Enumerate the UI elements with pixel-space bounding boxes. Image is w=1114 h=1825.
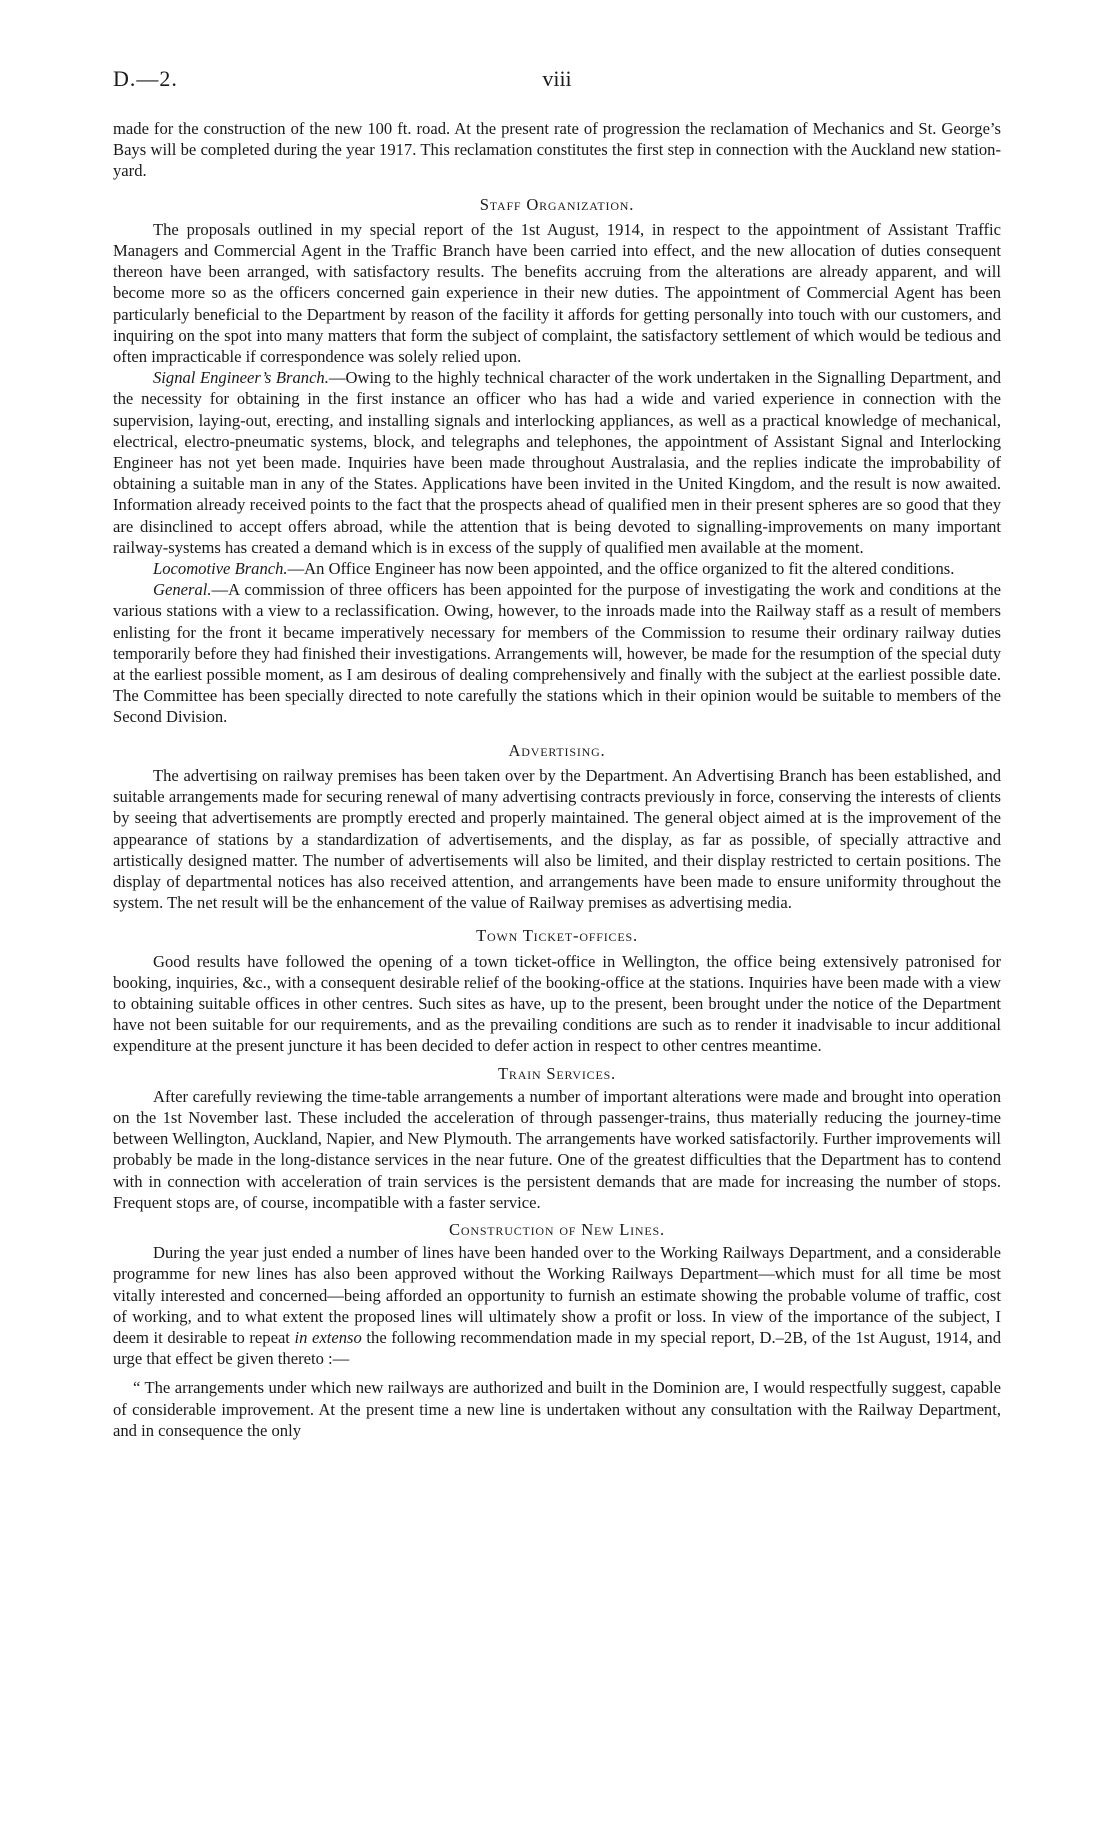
general-title: General. xyxy=(153,580,212,600)
construction-new-lines-heading: Construction of New Lines. xyxy=(449,1219,665,1239)
general-paragraph xyxy=(113,579,1001,727)
in-extenso-italic: in extenso xyxy=(294,1327,362,1347)
new-lines-text-after: the following recommendation made in my special report, D.–2B, of the 1st August, 1914, and urge that effect be given thereto :— xyxy=(113,1327,1001,1369)
intro-paragraph: made for the construction of the new 100 ft. road. At the present rate of progression the reclamation of Mechanics and St. George’s Bays will be completed during the year 1917. This reclamation constitutes the first step in connection with the Auckland new station-yard. xyxy=(113,119,1001,181)
locomotive-title: Locomotive Branch. xyxy=(153,559,288,579)
ticket-offices-paragraph: Good results have followed the opening of a town ticket-office in Wellington, the office being extensively patronised for booking, inquiries, &c., with a consequent desirable relief of the booking-office at the stations. Inquiries have been made with a view to obtaining suitable offices in other centres. Such sites as have, up to the present, been brought under the notice of the Department have not been suitable for our requirements, and as the prevailing conditions are such as to render it inadvisable to incur additional expenditure at the present juncture it has been decided to defer action in respect to other centres meantime. xyxy=(113,951,1001,1056)
new-lines-paragraph xyxy=(113,1242,1001,1369)
document-body xyxy=(113,118,1001,1441)
staff-paragraph: The proposals outlined in my special report of the 1st August, 1914, in respect to the appointment of Assistant Traffic Managers and Commercial Agent in the Traffic Branch have been carried into effect, and the new allocation of duties consequent thereon have been arranged, with satisfactory results. The benefits accruing from the alterations are already apparent, and will become more so as the officers concerned gain experience in their new duties. The appointment of Commercial Agent has been particularly beneficial to the Department by reason of the facility it affords for getting personally into touch with our customers, and inquiring on the spot into many matters that form the subject of complaint, the satisfactory settlement of which would be tedious and often impracticable if correspondence was solely relied upon. xyxy=(113,219,1001,367)
advertising-heading: Advertising. xyxy=(508,740,606,760)
general-text: —A commission of three officers has been appointed for the purpose of investigating the work and conditions at the various stations with a view to a reclassification. Owing, however, to the inroads made into the Railway staff as a result of members enlisting for the front it became imperatively necessary for members of the Commission to resume their ordinary railway duties temporarily before they had finished their investigations. Arrangements will, however, be made for the resumption of the special duty at the earliest possible moment, as I am desirous of dealing comprehensively and finally with the subject at the earliest possible date. The Committee has been specially directed to note carefully the stations which in their opinion would be suitable to members of the Second Division. xyxy=(113,580,1001,727)
signal-engineer-text: —Owing to the highly technical character of the work undertaken in the Signalling Department, and the necessity for obtaining in the first instance an officer who has had a wide and varied experience in connection with the supervision, laying-out, erecting, and installing signals and interlocking appliances, as well as a practical knowledge of mechanical, electrical, electro-pneumatic systems, block, and telegraphs and telephones, the appointment of Assistant Signal and Interlocking Engineer has not yet been made. Inquiries have been made throughout Australasia, and the replies indicate the improbability of obtaining a suitable man in any of the States. Applications have been invited in the United Kingdom, and the result is now awaited. Information already received points to the fact that the prospects ahead of qualified men in their present spheres are so good that they are disinclined to accept offers abroad, while the attention that is being devoted to signalling-improvements on many important railway-systems has created a demand which is in excess of the supply of qualified men available at the moment. xyxy=(113,368,1001,557)
document-reference: D.—2. xyxy=(113,66,178,91)
signal-engineer-paragraph xyxy=(113,367,1001,558)
train-services-heading: Train Services. xyxy=(497,1063,617,1083)
locomotive-paragraph xyxy=(113,558,1001,579)
page-number: viii xyxy=(542,66,572,91)
staff-organization-heading: Staff Organization. xyxy=(479,194,635,214)
quoted-recommendation: “ The arrangements under which new railways are authorized and built in the Dominion are, I would respectfully suggest, capable of considerable improvement. At the present time a new line is undertaken without any consultation with the Railway Department, and in consequence the only xyxy=(113,1378,1001,1440)
train-services-paragraph: After carefully reviewing the time-table arrangements a number of important alterations were made and brought into operation on the 1st November last. These included the acceleration of through passenger-trains, thus materially reducing the journey-time between Wellington, Auckland, Napier, and New Plymouth. The arrangements have worked satisfactorily. Further improvements will probably be made in the long-distance services in the near future. One of the greatest difficulties that the Department has to contend with in connection with acceleration of train services is the persistent demands that are made for increasing the number of stops. Frequent stops are, of course, incompatible with a faster service. xyxy=(113,1086,1001,1212)
town-ticket-offices-heading: Town Ticket-offices. xyxy=(476,926,638,946)
locomotive-text: —An Office Engineer has now been appointed, and the office organized to fit the altered conditions. xyxy=(287,559,955,579)
new-lines-text-before: During the year just ended a number of lines have been handed over to the Working Railways Department, and a considerable programme for new lines has also been approved without the Working Railways Department—which must for all time be most vitally interested and concerned—being afforded an opportunity to furnish an estimate showing the probable volume of traffic, cost of working, and to what extent the proposed lines will ultimately show a profit or loss. In view of the importance of the subject, I deem it desirable to repeat xyxy=(113,1243,1001,1347)
page-header xyxy=(113,66,1001,96)
advertising-paragraph: The advertising on railway premises has been taken over by the Department. An Advertising Branch has been established, and suitable arrangements made for securing renewal of many advertising contracts previously in force, conserving the interests of clients by seeing that advertisements are promptly erected and properly maintained. The general object aimed at is the improvement of the appearance of stations by a standardization of advertisements, and the display, as far as possible, of specially attractive and artistically designed matter. The number of advertisements will also be limited, and their display restricted to certain positions. The display of departmental notices has also received attention, and arrangements have been made to ensure uniformity throughout the system. The net result will be the enhancement of the value of Railway premises as advertising media. xyxy=(113,765,1001,913)
signal-engineer-title: Signal Engineer’s Branch. xyxy=(153,368,329,388)
